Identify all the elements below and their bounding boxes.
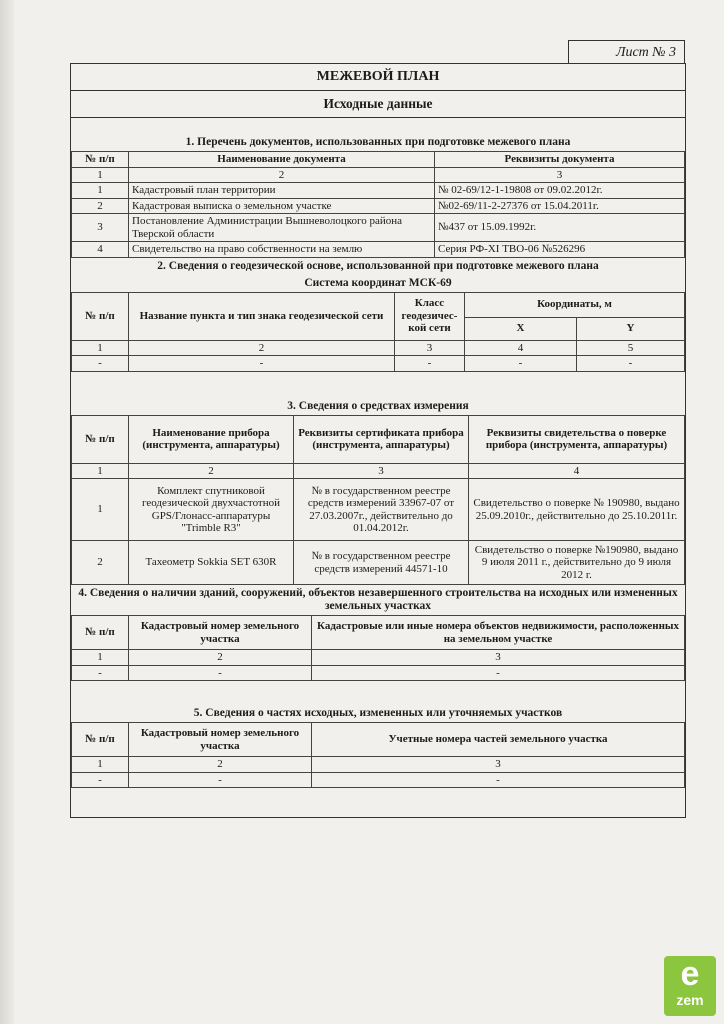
table-row	[72, 242, 685, 258]
s3-numbering: 4	[469, 463, 685, 479]
s2-cell: -	[465, 356, 577, 372]
s1-cell: Серия РФ-XI ТВО-06 №526296	[435, 242, 685, 258]
section5-heading: 5. Сведения о частях исходных, измененных или уточняемых участков	[193, 707, 563, 719]
s2-numbering: 2	[129, 340, 395, 356]
s2-header-x: X	[465, 317, 577, 340]
s3-cell: № в государственном реестре средств измерений 33967-07 от 27.03.2007г., действительно до 01.04.2012г.	[294, 479, 469, 541]
table-row	[72, 541, 685, 585]
s1-cell: №437 от 15.09.1992г.	[435, 214, 685, 242]
s4-numbering: 2	[129, 650, 312, 666]
s3-numbering: 3	[294, 463, 469, 479]
s3-header-device: Наименование прибора (инструмента, аппаратуры)	[129, 415, 294, 463]
s4-header-num: № п/п	[72, 616, 129, 650]
section3-table	[71, 415, 685, 586]
s2-header-class: Класс геодезичес-кой сети	[395, 292, 465, 340]
table-row	[72, 356, 685, 372]
s1-cell: Свидетельство на право собственности на землю	[129, 242, 435, 258]
ezem-logo	[664, 956, 716, 1016]
s4-header-cadastral: Кадастровый номер земельного участка	[129, 616, 312, 650]
s5-cell: -	[312, 772, 685, 788]
s1-cell: Кадастровая выписка о земельном участке	[129, 198, 435, 214]
s3-header-num: № п/п	[72, 415, 129, 463]
s5-cell: -	[129, 772, 312, 788]
section1-heading: 1. Перечень документов, использованных при подготовке межевого плана	[185, 136, 571, 148]
s4-cell: -	[312, 665, 685, 681]
section2-heading: 2. Сведения о геодезической основе, использованной при подготовке межевого плана	[157, 259, 599, 272]
s1-header-req: Реквизиты документа	[435, 152, 685, 168]
table-row	[72, 198, 685, 214]
s1-header-num: № п/п	[72, 152, 129, 168]
s1-numbering: 1	[72, 167, 129, 183]
document-subtitle: Исходные данные	[71, 91, 685, 118]
s2-header-coords: Координаты, м	[465, 292, 685, 317]
section2-table	[71, 292, 685, 372]
s5-header-num: № п/п	[72, 723, 129, 757]
s5-numbering: 1	[72, 757, 129, 773]
s1-numbering: 2	[129, 167, 435, 183]
s5-numbering: 2	[129, 757, 312, 773]
s2-cell: -	[395, 356, 465, 372]
sheet-number: Лист № 3	[568, 40, 685, 64]
s5-cell: -	[72, 772, 129, 788]
s4-header-objects: Кадастровые или иные номера объектов недвижимости, расположенных на земельном участке	[312, 616, 685, 650]
s4-numbering: 1	[72, 650, 129, 666]
table-row	[72, 479, 685, 541]
s1-cell: 4	[72, 242, 129, 258]
s2-numbering: 5	[577, 340, 685, 356]
section4-table	[71, 615, 685, 681]
table-row	[72, 772, 685, 788]
s2-numbering: 1	[72, 340, 129, 356]
section4-heading: 4. Сведения о наличии зданий, сооружений, объектов незавершенного строительства на исходных или измененных земельных участках	[78, 587, 678, 612]
s2-cell: -	[129, 356, 395, 372]
s2-header-name: Название пункта и тип знака геодезической сети	[129, 292, 395, 340]
section3-heading: 3. Сведения о средствах измерения	[287, 399, 469, 412]
section2-system: Система координат МСК-69	[304, 276, 452, 289]
s3-cell: Тахеометр Sokkia SET 630R	[129, 541, 294, 585]
s2-cell: -	[577, 356, 685, 372]
s5-header-cadastral: Кадастровый номер земельного участка	[129, 723, 312, 757]
section1-table	[71, 151, 685, 258]
s3-cell: № в государственном реестре средств измерений 44571-10	[294, 541, 469, 585]
s1-cell: 1	[72, 183, 129, 199]
s3-numbering: 1	[72, 463, 129, 479]
document-frame	[70, 63, 686, 818]
s2-header-num: № п/п	[72, 292, 129, 340]
s1-numbering: 3	[435, 167, 685, 183]
table-row	[72, 214, 685, 242]
s3-numbering: 2	[129, 463, 294, 479]
s3-cell: 1	[72, 479, 129, 541]
s1-cell: 2	[72, 198, 129, 214]
s2-numbering: 4	[465, 340, 577, 356]
s1-cell: №02-69/11-2-27376 от 15.04.2011г.	[435, 198, 685, 214]
s1-header-name: Наименование документа	[129, 152, 435, 168]
s5-numbering: 3	[312, 757, 685, 773]
s2-cell: -	[72, 356, 129, 372]
s1-cell: Кадастровый план территории	[129, 183, 435, 199]
s1-cell: № 02-69/12-1-19808 от 09.02.2012г.	[435, 183, 685, 199]
s2-header-y: Y	[577, 317, 685, 340]
s4-cell: -	[72, 665, 129, 681]
table-row	[72, 665, 685, 681]
s1-cell: 3	[72, 214, 129, 242]
table-row	[72, 183, 685, 199]
s1-cell: Постановление Администрации Вышневолоцкого района Тверской области	[129, 214, 435, 242]
s3-cell: Комплект спутниковой геодезической двухчастотной GPS/Глонасс-аппаратуры "Trimble R3"	[129, 479, 294, 541]
s3-cell: Свидетельство о поверке № 190980, выдано 25.09.2010г., действительно до 25.10.2011г.	[469, 479, 685, 541]
s3-cell: 2	[72, 541, 129, 585]
s3-header-verification: Реквизиты свидетельства о поверке прибора (инструмента, аппаратуры)	[469, 415, 685, 463]
logo-word: zem	[676, 992, 704, 1008]
section5-table	[71, 722, 685, 788]
document-title: МЕЖЕВОЙ ПЛАН	[71, 64, 685, 91]
paper-edge	[0, 0, 14, 1024]
s3-cell: Свидетельство о поверке №190980, выдано 9 июля 2011 г., действительно до 9 июля 2012 г.	[469, 541, 685, 585]
s5-header-parts: Учетные номера частей земельного участка	[312, 723, 685, 757]
s2-numbering: 3	[395, 340, 465, 356]
s4-cell: -	[129, 665, 312, 681]
s4-numbering: 3	[312, 650, 685, 666]
logo-letter: e	[680, 955, 700, 993]
s3-header-certificate: Реквизиты сертификата прибора (инструмента, аппаратуры)	[294, 415, 469, 463]
